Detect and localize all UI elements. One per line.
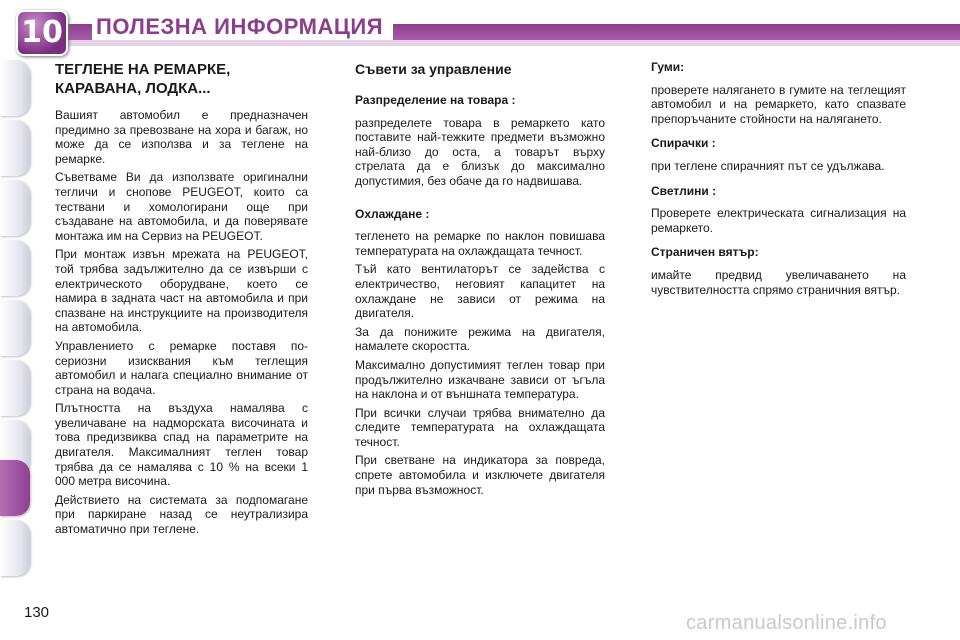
chapter-tab[interactable] [0, 360, 30, 416]
paragraph: Тъй като вентилаторът се задейства с електричество, неговият капацитет на охлаждане не зависи от режима на двигателя. [355, 262, 605, 321]
paragraph: При светване на индикатора за повреда, спрете автомобила и изключете двигателя при първа възможност. [355, 453, 605, 497]
page-title: ПОЛЕЗНА ИНФОРМАЦИЯ [92, 14, 393, 40]
chapter-tab-active[interactable] [0, 460, 30, 516]
paragraph: имайте предвид увеличаването на чувствителността спрямо страничния вятър. [651, 267, 906, 297]
section-heading: ТЕГЛЕНЕ НА РЕМАРКЕ, КАРАВАНА, ЛОДКА... [55, 61, 231, 97]
paragraph: Управлението с ремарке поставя по-сериозни изисквания към теглещия автомобил и налага специално внимание от страна на водача. [55, 338, 308, 397]
chapter-tab[interactable] [0, 520, 30, 576]
subsection-title: Страничен вятър: [651, 245, 759, 260]
paragraph: Плътността на въздуха намалява с увеличаване на надморската височината и това предизвиква спад на параметрите на двигателя. Максималният теглен товар трябва да се намалява с 10 % на всеки 1 000 метра височина. [55, 401, 308, 489]
subsection-title: Разпределение на товара : [355, 93, 516, 107]
page-number: 130 [24, 604, 50, 621]
paragraph: Максимално допустимият теглен товар при продължително изкачване зависи от ъгъла на наклона и от външната температура. [355, 357, 605, 402]
paragraph: разпределете товара в ремаркето като поставите най-тежките предмети възможно най-близо до оста, а товарът върху стрелата да е близък до максимално допустимия, без обаче да го надвишава. [355, 115, 605, 188]
paragraph: При всички случаи трябва внимателно да следите температурата на охлаждащата течност. [355, 405, 605, 449]
middle-column [355, 60, 605, 501]
chapter-tab[interactable] [0, 240, 30, 296]
section-heading: Съвети за управление [355, 61, 512, 77]
subsection-title: Гуми: [651, 60, 685, 74]
paragraph: Действието на системата за подпомагане при паркиране назад се неутрализира автоматично при теглене. [55, 492, 308, 537]
subsection-title: Охлаждане : [355, 206, 430, 221]
paragraph: при теглене спирачният път се удължава. [651, 158, 885, 173]
chapter-number-badge: 10 [16, 10, 68, 56]
chapter-tab[interactable] [0, 120, 30, 176]
chapter-tab[interactable] [0, 60, 30, 116]
subsection-title: Спирачки : [651, 136, 716, 151]
chapter-tab[interactable] [0, 300, 30, 356]
paragraph: Съветваме Ви да използвате оригинални тегличи и снопове PEUGEOT, които са тествани и хомологирани още при създаване на автомобила, и да поверявате монтажа им на Сервиз на PEUGEOT. [55, 170, 308, 243]
chapter-tabs [0, 50, 30, 640]
chapter-tab[interactable] [0, 180, 30, 236]
paragraph: Вашият автомобил е предназначен предимно за превозване на хора и багаж, но може да се използва и за теглене на ремарке. [55, 108, 308, 166]
paragraph: проверете налягането в гумите на теглещият автомобил и на ремаркето, като спазвате препоръчаните стойности на налягането. [651, 82, 906, 126]
header-strip [50, 40, 960, 46]
subsection-title: Светлини : [651, 183, 717, 198]
paragraph: Проверете електрическата сигнализация на ремаркето. [651, 206, 906, 235]
right-column [651, 60, 906, 301]
paragraph: тегленето на ремарке по наклон повишава температурата на охлаждащата течност. [355, 229, 605, 258]
watermark: carmanualsonline.info [686, 612, 887, 634]
paragraph: При монтаж извън мрежата на PEUGEOT, той трябва задължително да се извърши с електрическото оборудване, което се намира в задната част на автомобила и при спазване на инструкциите на производителя на автомобила. [55, 247, 308, 335]
left-column [55, 60, 308, 541]
paragraph: За да понижите режима на двигателя, намалете скоростта. [355, 324, 605, 354]
